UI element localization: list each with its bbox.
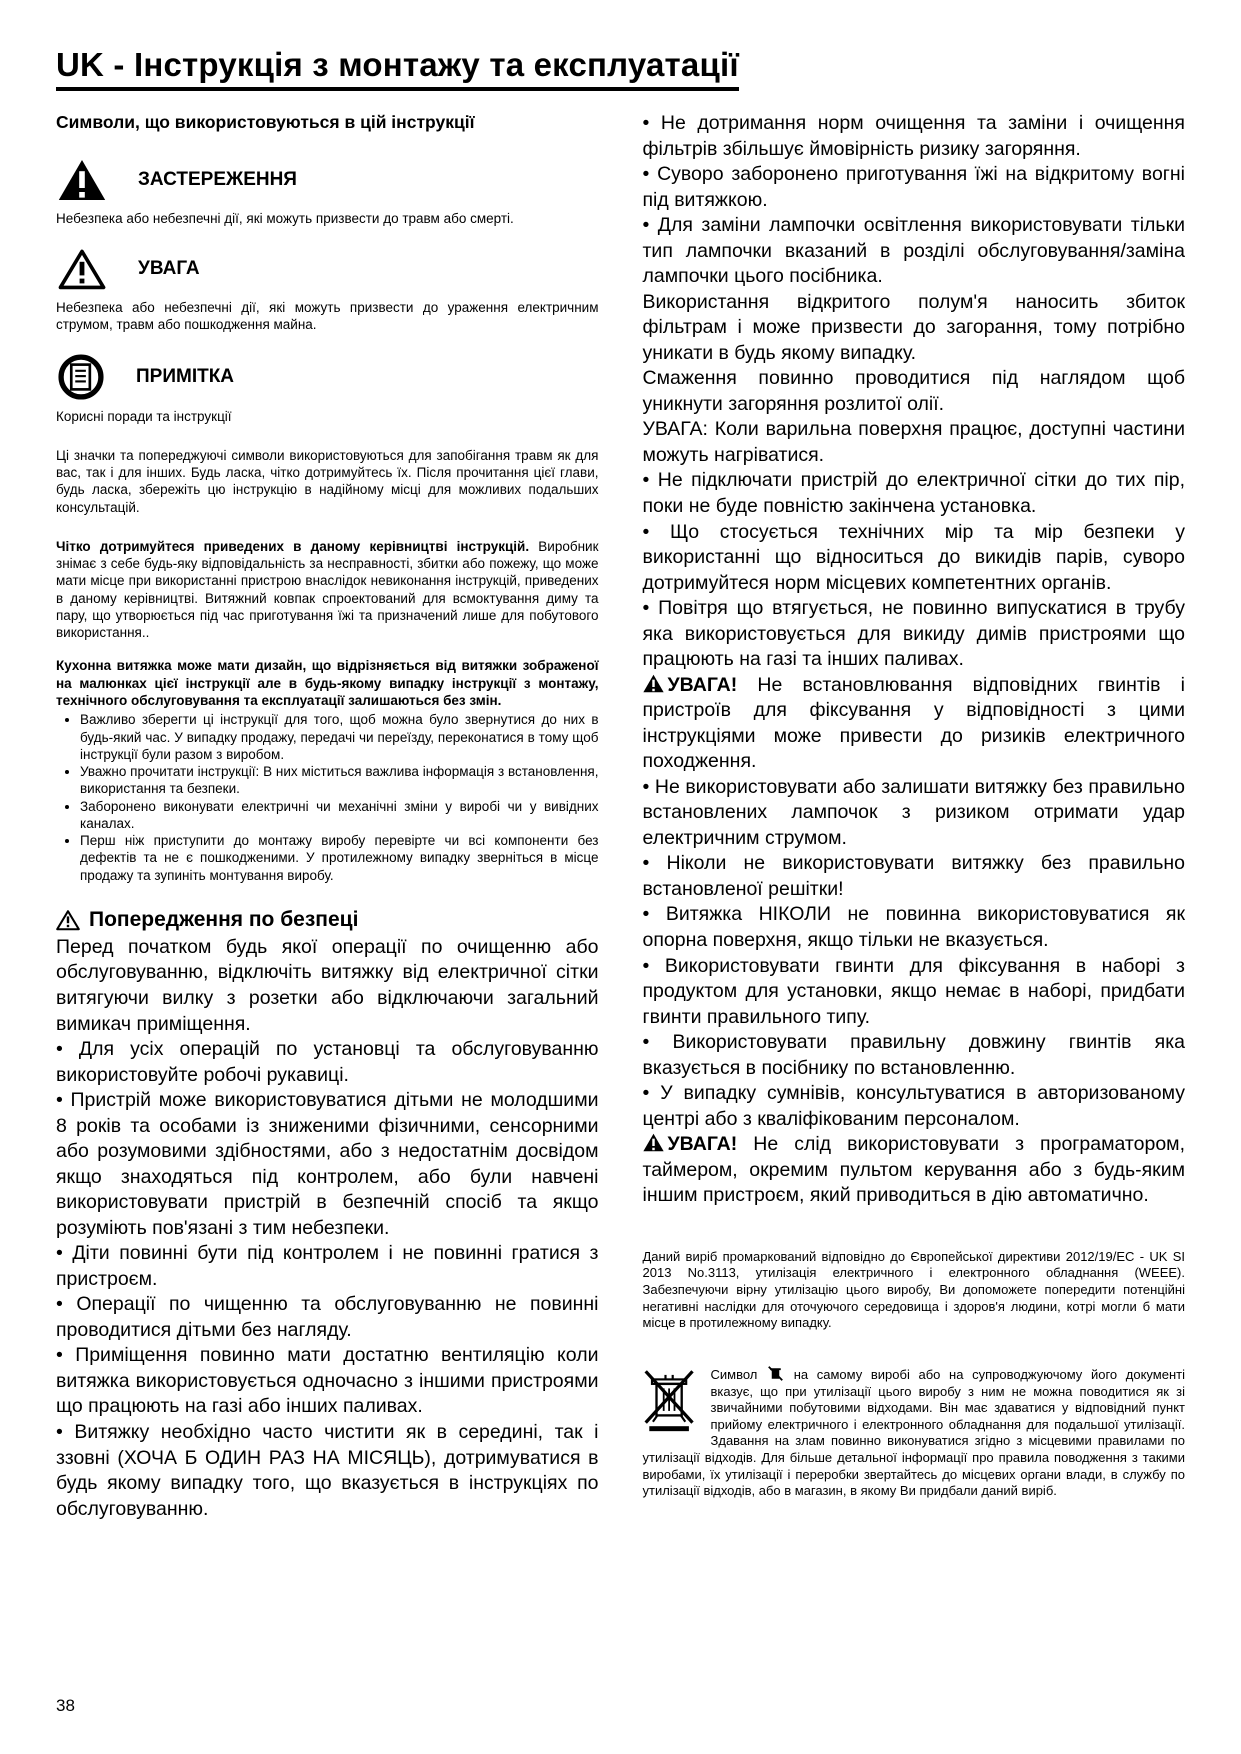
warning-text: Не встановлювання відповідних гвинтів і пристроїв для фіксування у відповідності з цими інструкціями може привести до ризиків електричного походження. [642, 673, 1185, 773]
safety-paragraph: • Суворо заборонено приготування їжі на відкритому вогні під витяжкою. [642, 163, 1185, 211]
warning-auto-paragraph [643, 1132, 1186, 1209]
symbols-intro-paragraph: Ці значки та попереджуючі символи використовуються для запобігання травм як для вас, так і для інших. Будь ласка, чітко дотримуйтесь їх. Після прочитання цієї глави, будь ласка, збережіть цю інструкцію в надійному місці для можливих подальших консультацій. [56, 447, 599, 515]
note-icon [58, 354, 104, 400]
right-column [643, 111, 1186, 1500]
safety-paragraph: • Не підключати пристрій до електричної сітки до тих пір, поки не буде повністю закінчена установка. [642, 469, 1185, 517]
warning-triangle-outline-icon [56, 909, 80, 931]
left-column [56, 111, 599, 1522]
safety-paragraph: Використання відкритого полум'я наносить збиток фільтрам і може призвести до загорання, тому потрібно уникати в будь якому випадку. [642, 290, 1185, 364]
design-note-paragraph: Кухонна витяжка може мати дизайн, що відрізняється від витяжки зображеної на малюнках цієї інструкції але в будь-якому випадку інструкції з монтажу, технічного обслуговування та експлуатації залишаються без змін. [56, 658, 599, 708]
weee-symbol-word: Символ [710, 1366, 758, 1382]
safety-paragraph: • Для заміни лампочки освітлення використовувати тільки тип лампочки вказаний в розділі обслуговування/заміна лампочки цього посібника. [642, 214, 1185, 288]
warning-triangle-filled-icon [58, 158, 106, 202]
safety-paragraph: Смаження повинно проводитися під наглядом щоб уникнути загоряння розлитої олії. [642, 367, 1185, 415]
warning-triangle-outline-icon [58, 247, 106, 291]
danger-symbol-row [58, 158, 599, 202]
note-symbol-row [58, 354, 599, 400]
follow-instructions-paragraph [56, 538, 599, 642]
list-item: • Перш ніж приступити до монтажу виробу перевірте чи всі компоненти без дефектів та не є пошкодженими. У протилежному випадку зверніться в місце продажу та зупиніть монтування виробу. [80, 832, 599, 884]
caution-symbol-row [58, 247, 599, 291]
list-item: • Важливо зберегти ці інструкції для того, щоб можна було звернутися до них в будь-який час. У випадку продажу, передачі чи переїзду, переконатися в тому щоб інструкції були разом з виробом. [80, 711, 599, 763]
caution-label: УВАГА [138, 258, 200, 280]
page-number: 38 [56, 1696, 75, 1715]
safety-paragraph: • Не використовувати або залишати витяжку без правильно встановлених лампочок з ризиком отримати удар електричним струмом. [642, 775, 1185, 849]
weee-symbol-text: на самому виробі або на супроводжуючому його документі вказує, що при утилізації цього виробу з ним не можна поводитися як зі звичайними побутовими відходами. Він має здаватися у відповідний пункт прийому електричного і електронного обладнання для подальшої утилізації. Здавання на злам повинно виконуватися згідно з місцевими правилами по утилізації відходів. Для більше детальної інформації про правила поводження з такими виробами, їх утилізації і переробки звертайтесь до місцевих органи влади, в службу по утилізації відходів, або в магазин, в якому Ви придбали даний виріб. [642, 1366, 1185, 1499]
symbols-heading: Символи, що використовуються в цій інструкції [56, 112, 475, 132]
safety-paragraph: • Витяжка НІКОЛИ не повинна використовуватися як опорна поверхня, якщо тільки не вказується. [642, 903, 1185, 951]
follow-instructions-lead: Чітко дотримуйтеся приведених в даному керівництві інструкцій. [56, 538, 530, 554]
note-label: ПРИМІТКА [136, 365, 235, 387]
safety-paragraph: • Ніколи не використовувати витяжку без правильно встановленої решітки! [642, 852, 1185, 900]
danger-label: ЗАСТЕРЕЖЕННЯ [138, 168, 297, 190]
wheelie-bin-inline-icon [768, 1366, 783, 1381]
warning-label: УВАГА! [667, 1133, 738, 1156]
warning-text: Не слід використовувати з програматором, таймером, окремим пультом керування або з будь-яким іншим пристроєм, який приводиться в дію автоматично. [642, 1133, 1185, 1207]
safety-paragraph: • У випадку сумнівів, консультуватися в авторизованому центрі або з кваліфікованим персоналом. [642, 1082, 1185, 1130]
safety-paragraph: • Використовувати гвинти для фіксування в наборі з продуктом для установки, якщо немає в наборі, придбати гвинти правильного типу. [642, 954, 1185, 1028]
warning-screws-paragraph [643, 673, 1186, 775]
safety-paragraph: • Що стосується технічних мір та мір безпеки у використанні що відноситься до викидів парів, суворо дотримуйтеся норм місцевих компетентних органів. [642, 520, 1185, 594]
safety-paragraph: • Пристрій може використовуватися дітьми не молодшими 8 років та особами із зниженими фізичними, сенсорними або розумовими здібностями, або з недостатнім досвідом якщо знаходяться під контролем, або були навчені використовувати пристрій в безпечній спосіб та якщо розуміють пов'язані з тим небезпеки. [56, 1089, 599, 1239]
weee-directive-paragraph: Даний виріб промаркований відповідно до Європейської директиви 2012/19/EC - UK SI 2013 No.3113, утилізація електричного і електронного обладнання (WEEE). Забезпечуючи вірну утилізацію цього виробу, Ви допоможете попередити потенційні негативні наслідки для оточуючого середовища і здоров'я людини, котрі могли б мати місце в протилежному випадку. [642, 1248, 1185, 1331]
warning-triangle-filled-icon [643, 1133, 664, 1152]
danger-description: Небезпека або небезпечні дії, які можуть призвести до травм або смерті. [56, 210, 514, 226]
safety-paragraph: УВАГА: Коли варильна поверхня працює, доступні частини можуть нагріватися. [642, 418, 1185, 466]
list-item: • Уважно прочитати інструкції: В них міститься важлива інформація з встановлення, використання та безпеки. [80, 763, 599, 798]
caution-description: Небезпека або небезпечні дії, які можуть призвести до ураження електричним струмом, травм або пошкодження майна. [56, 300, 599, 333]
safety-paragraph: • Витяжку необхідно часто чистити як в середині, так і ззовні (ХОЧА Б ОДИН РАЗ НА МІСЯЦЬ), дотримуватися в будь якому випадку того, що вказується в інструкціях по обслуговуванню. [56, 1421, 599, 1520]
weee-symbol-paragraph [643, 1366, 1186, 1500]
two-column-layout [56, 111, 1185, 1522]
warning-triangle-filled-icon [643, 674, 664, 693]
safety-paragraph: Перед початком будь якої операції по очищенню або обслуговуванню, відключіть витяжку від електричної сітки витягуючи вилку з розетки або відключаючи загальний вимикач приміщення. [56, 935, 599, 1035]
safety-paragraph: • Використовувати правильну довжину гвинтів яка вказується в посібнику по встановленню. [642, 1031, 1185, 1079]
warning-label: УВАГА! [667, 673, 738, 696]
note-description: Корисні поради та інструкції [56, 408, 232, 424]
safety-paragraph: • Діти повинні бути під контролем і не повинні гратися з пристроєм. [56, 1242, 599, 1290]
safety-paragraph: • Не дотримання норм очищення та заміни і очищення фільтрів збільшує ймовірність ризику загоряння. [642, 112, 1185, 160]
list-item: • Заборонено виконувати електричні чи механічні зміни у виробі чи у вивідних каналах. [80, 798, 599, 833]
safety-paragraph: • Приміщення повинно мати достатню вентиляцію коли витяжка використовується одночасно з іншими пристроями що працюють на газі або інших паливах. [56, 1344, 599, 1418]
safety-warnings-heading-label: Попередження по безпеці [89, 907, 359, 931]
safety-paragraph: • Повітря що втягується, не повинно випускатися в трубу яка використовується для викиду димів пристроями що працюють на газі та інших паливах. [642, 597, 1185, 671]
weee-crossed-bin-icon [643, 1368, 697, 1434]
safety-paragraph: • Операції по чищенню та обслуговуванню не повинні проводитися дітьми без нагляду. [56, 1293, 599, 1341]
safety-warnings-heading [56, 908, 599, 932]
safety-paragraph: • Для усіх операцій по установці та обслуговуванню використовуйте робочі рукавиці. [56, 1038, 599, 1086]
follow-instructions-rest: Виробник знімає з себе будь-яку відповідальність за несправності, збитки або пожежу, що може мати місце при використанні пристрою внаслідок невиконання інструкцій, приведених в даному керівництві. Витяжний ковпак спроектований для всмоктування диму та пару, що утворюється під час приготування їжі та призначений лише для побутового використання.. [56, 538, 599, 641]
page-title: UK - Інструкція з монтажу та експлуатації [56, 46, 739, 91]
instruction-bullet-list [56, 711, 599, 884]
